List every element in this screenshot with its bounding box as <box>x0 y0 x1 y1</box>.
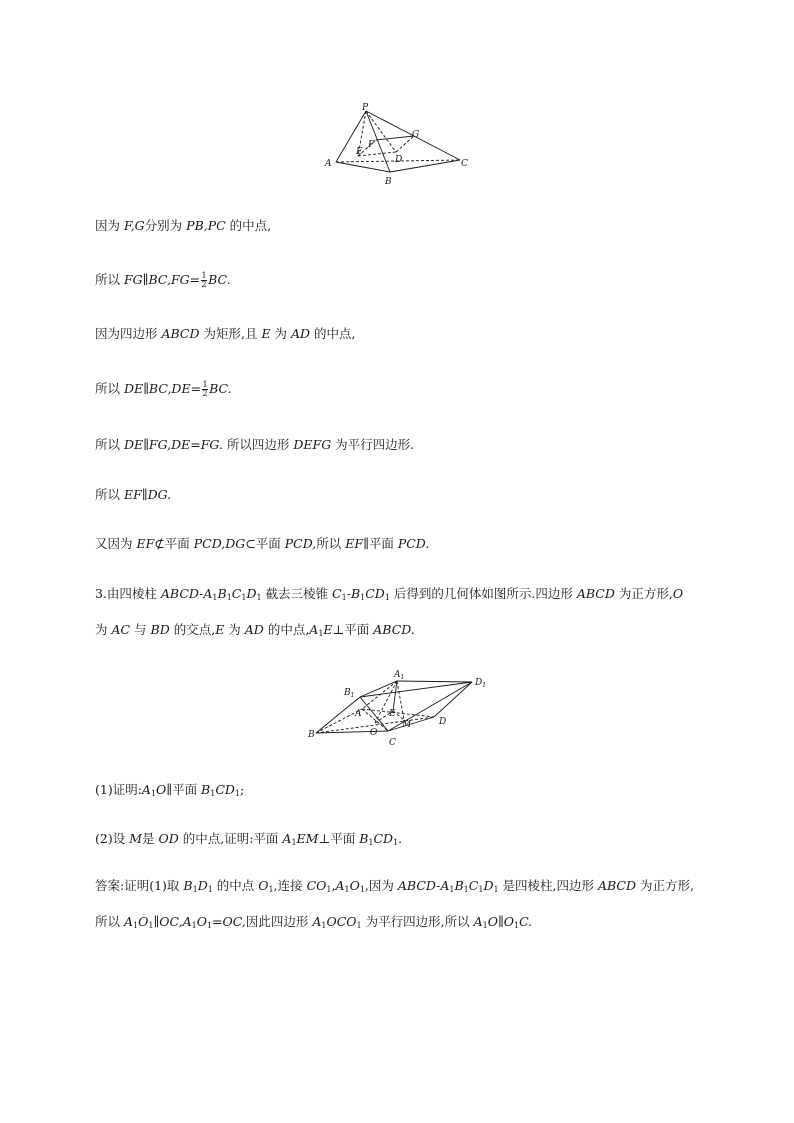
label-F: F <box>368 140 375 150</box>
label-D: D <box>395 155 403 165</box>
text-line-4: 所以 DE∥BC,DE= $\frac{1}{2}$ BC. <box>95 380 232 398</box>
text-line-6: 所以 EF∥DG. <box>95 487 172 502</box>
answer-line-1: 答案:证明(1)取 $B_1D_1$ 的中点 $O_1$,连接 $CO_1,A_1O_1$,因为 ABCD-$A_1B_1C_1D_1$ 是四棱柱,四边形 ABCD 为正方形, <box>95 878 694 894</box>
label-A1: $A_1$ <box>394 670 405 681</box>
text-line-1: 因为 F,G分别为 PB,PC 的中点, <box>95 218 272 233</box>
text-line-2: 所以 FG∥BC,FG= $\frac{1}{2}$ BC. <box>95 271 231 289</box>
answer-line-2: 所以 $A_1O_1\parallel OC,A_1O_1=OC$,因此四边形 $A_1OCO_1$ 为平行四边形,所以 $A_1O\parallel O_1C$. <box>95 914 533 930</box>
label-B: B <box>308 730 315 740</box>
question-2: (2)设 M是 OD 的中点,证明:平面 $A_1EM\perp$平面 $B_1CD_1$. <box>95 831 403 847</box>
text-line-7: 又因为 EF⊄平面 PCD,DG⊂平面 PCD,所以 EF∥平面 PCD. <box>95 536 430 551</box>
problem-3-line-2: 为 AC 与 BD 的交点,E 为 AD 的中点$,A_1E\perp$平面 ABCD. <box>95 622 415 638</box>
prism-figure <box>300 665 500 750</box>
fraction-half: $\frac{1}{2}$ <box>201 271 207 289</box>
label-D: D <box>439 717 447 727</box>
fraction-half-2: $\frac{1}{2}$ <box>202 380 208 398</box>
question-1: (1)证明$:A_1O\parallel$平面 $B_1CD_1$; <box>95 782 245 798</box>
label-G: G <box>412 130 420 140</box>
problem-3-line-1: 3.由四棱柱 ABCD-$A_1B_1C_1D_1$ 截去三棱锥 $C_1-B_1CD_1$ 后得到的几何体如图所示.四边形 ABCD 为正方形,O <box>95 586 684 602</box>
label-B1: $B_1$ <box>344 688 355 699</box>
label-C: C <box>389 738 396 748</box>
label-P: P <box>362 103 369 113</box>
label-A: A <box>355 709 362 719</box>
label-E: E <box>389 709 396 719</box>
label-D1: $D_1$ <box>475 678 487 689</box>
label-E: E <box>356 147 363 157</box>
pyramid-figure <box>320 100 480 190</box>
label-C: C <box>461 159 468 169</box>
text-line-3: 因为四边形 ABCD 为矩形,且 E 为 AD 的中点, <box>95 326 356 341</box>
label-M: M <box>402 720 412 730</box>
label-A: A <box>325 159 332 169</box>
text-line-5: 所以 DE∥FG,DE=FG. 所以四边形 DEFG 为平行四边形. <box>95 437 415 452</box>
label-B: B <box>385 177 392 187</box>
label-O: O <box>370 728 378 738</box>
